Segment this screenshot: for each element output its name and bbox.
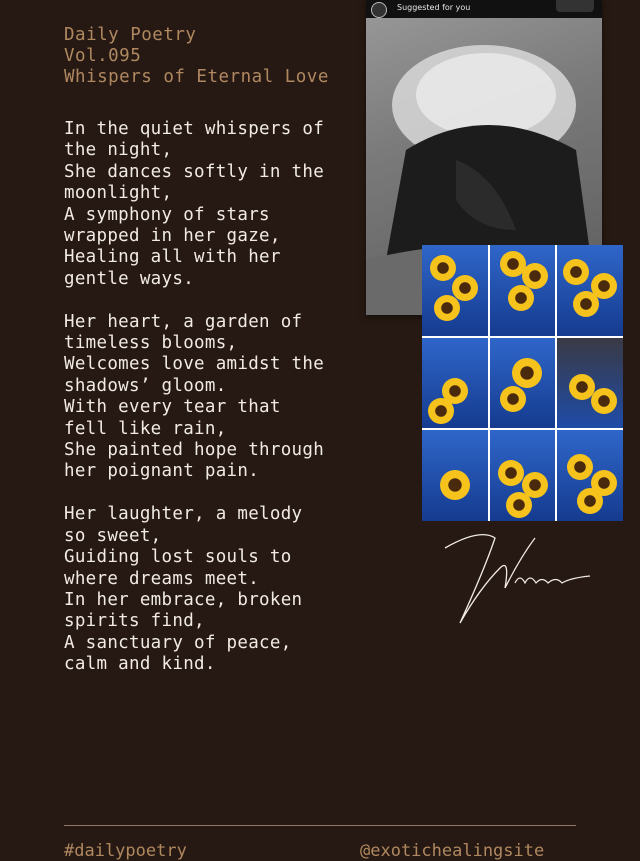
suggested-label: Suggested for you bbox=[397, 3, 471, 12]
poem-line: With every tear that bbox=[64, 397, 281, 418]
poem-line: A sanctuary of peace, bbox=[64, 632, 292, 653]
stanza bbox=[64, 312, 364, 483]
series-title: Daily Poetry bbox=[64, 25, 197, 45]
sunflower-photo bbox=[422, 245, 488, 336]
poem-line: timeless blooms, bbox=[64, 333, 238, 354]
poem-line: In her embrace, broken bbox=[64, 589, 303, 610]
volume-number: Vol.095 bbox=[64, 46, 142, 66]
sunflower-collage bbox=[422, 245, 623, 521]
poem-line: wrapped in her gaze, bbox=[64, 226, 281, 247]
poem-line: spirits find, bbox=[64, 611, 205, 632]
sunflower-photo bbox=[422, 430, 488, 521]
poem-line: Welcomes love amidst the bbox=[64, 354, 325, 375]
hashtag[interactable]: #dailypoetry bbox=[64, 841, 187, 861]
poem-line: her poignant pain. bbox=[64, 461, 260, 482]
poem-line: moonlight, bbox=[64, 183, 173, 204]
sunflower-photo bbox=[422, 338, 488, 429]
poem-body bbox=[64, 119, 364, 697]
poem-title: Whispers of Eternal Love bbox=[64, 67, 329, 87]
poem-line: Healing all with her bbox=[64, 247, 281, 268]
poem-header bbox=[64, 25, 329, 88]
poem-line: Her heart, a garden of bbox=[64, 311, 303, 332]
stanza bbox=[64, 504, 364, 675]
poem-line: In the quiet whispers of bbox=[64, 119, 325, 139]
sunflower-photo bbox=[557, 245, 623, 336]
poem-line: gentle ways. bbox=[64, 268, 195, 289]
poem-line: shadows’ gloom. bbox=[64, 375, 227, 396]
poem-line: Her laughter, a melody bbox=[64, 504, 303, 525]
poem-line: so sweet, bbox=[64, 525, 162, 546]
poem-line: calm and kind. bbox=[64, 654, 216, 675]
poem-line: fell like rain, bbox=[64, 418, 227, 439]
poem-line: Guiding lost souls to bbox=[64, 547, 292, 568]
sunflower-photo bbox=[557, 430, 623, 521]
sunflower-photo bbox=[490, 245, 556, 336]
poem-line: She painted hope through bbox=[64, 440, 325, 461]
stanza bbox=[64, 119, 364, 290]
footer-divider bbox=[64, 825, 576, 826]
poem-line: the night, bbox=[64, 140, 173, 161]
poem-line: where dreams meet. bbox=[64, 568, 260, 589]
poem-line: A symphony of stars bbox=[64, 204, 270, 225]
handle[interactable]: @exotichealingsite bbox=[360, 841, 545, 861]
signature bbox=[440, 528, 600, 628]
sunflower-photo bbox=[490, 338, 556, 429]
poem-line: She dances softly in the bbox=[64, 161, 325, 182]
sunflower-photo bbox=[557, 338, 623, 429]
sunflower-photo bbox=[490, 430, 556, 521]
